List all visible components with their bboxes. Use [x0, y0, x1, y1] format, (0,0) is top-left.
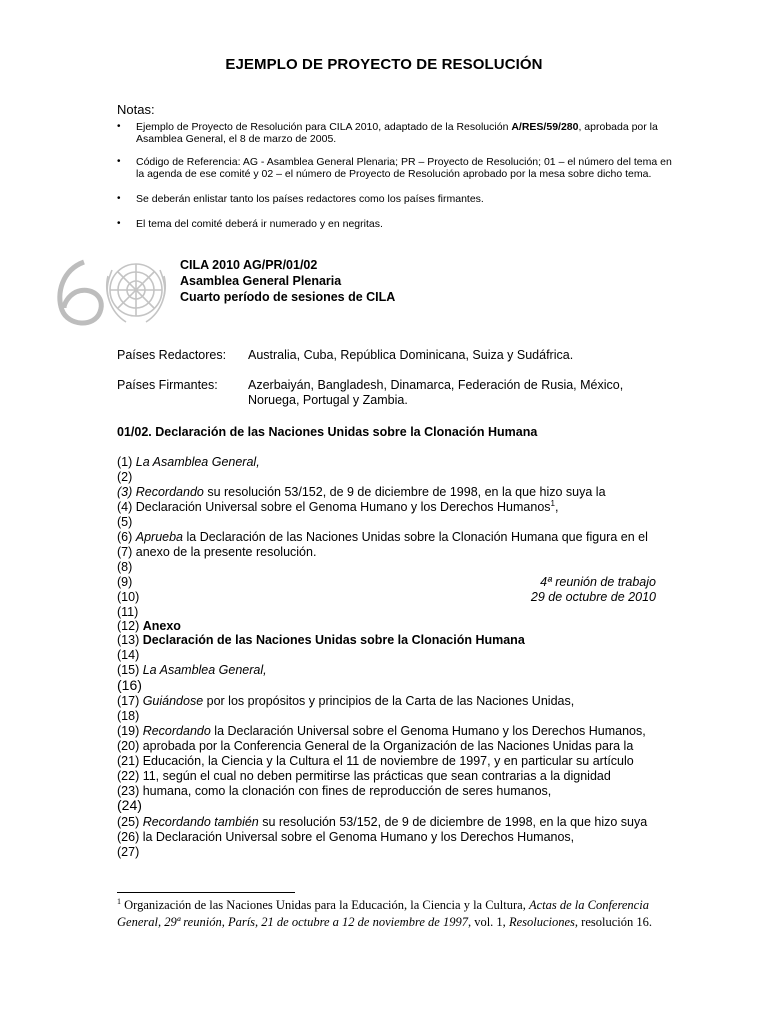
redactores-value: Australia, Cuba, República Dominicana, Suiza y Sudáfrica.	[248, 348, 574, 362]
line-19: (19) Recordando la Declaración Universal sobre el Genoma Humano y los Derechos Humanos,	[117, 724, 646, 738]
line-21: (21) Educación, la Ciencia y la Cultura el 11 de noviembre de 1997, y en particular su artículo	[117, 754, 634, 768]
line-18: (18)	[117, 709, 140, 723]
line-27: (27)	[117, 845, 140, 859]
line-1: (1) La Asamblea General,	[117, 455, 260, 469]
line-4: (4) Declaración Universal sobre el Genoma Humano y los Derechos Humanos$^1$,	[117, 498, 559, 514]
meeting-number: 4ª reunión de trabajo	[540, 575, 656, 589]
line-23: (23) humana, como la clonación con fines de reproducción de seres humanos,	[117, 784, 552, 798]
line-11: (11)	[117, 605, 139, 619]
line-2: (2)	[117, 470, 133, 484]
line-7: (7) anexo de la presente resolución.	[117, 545, 317, 559]
document-title: EJEMPLO DE PROYECTO DE RESOLUCIÓN	[225, 56, 543, 73]
notes-label: Notas:	[117, 102, 155, 117]
line-25: (25) Recordando también su resolución 53/152, de 9 de diciembre de 1998, en la que hizo suya	[117, 815, 648, 829]
line-16: (16)	[117, 677, 142, 693]
doc-session: Cuarto período de sesiones de CILA	[180, 290, 396, 304]
meeting-date: 29 de octubre de 2010	[530, 590, 656, 604]
line-10: (10)	[117, 590, 140, 604]
line-15: (15) La Asamblea General,	[117, 663, 267, 677]
line-9: (9)	[117, 575, 133, 589]
line-8: (8)	[117, 560, 133, 574]
line-17: (17) Guiándose por los propósitos y principios de la Carta de las Naciones Unidas,	[117, 694, 575, 708]
un-60-emblem-icon	[50, 252, 168, 332]
line-5: (5)	[117, 515, 133, 529]
doc-body: Asamblea General Plenaria	[180, 274, 342, 288]
line-3: (3) Recordando su resolución 53/152, de 9 de diciembre de 1998, en la que hizo suya la	[117, 485, 606, 499]
redactores-label: Países Redactores:	[117, 348, 227, 362]
footnote-separator	[117, 892, 295, 893]
line-24: (24)	[117, 797, 142, 813]
line-22: (22) 11, según el cual no deben permitirse las prácticas que sean contrarias a la dignidad	[117, 769, 611, 783]
line-13: (13) Declaración de las Naciones Unidas sobre la Clonación Humana	[117, 633, 525, 647]
firmantes-value-2: Noruega, Portugal y Zambia.	[248, 393, 408, 407]
line-14: (14)	[117, 648, 140, 662]
firmantes-label: Países Firmantes:	[117, 378, 218, 392]
line-20: (20) aprobada por la Conferencia General de la Organización de las Naciones Unidas para la	[117, 739, 634, 753]
firmantes-value-1: Azerbaiyán, Bangladesh, Dinamarca, Federación de Rusia, México,	[248, 378, 624, 392]
line-12: (12) Anexo	[117, 619, 181, 633]
doc-code: CILA 2010 AG/PR/01/02	[180, 258, 318, 272]
line-6: (6) Aprueba la Declaración de las Naciones Unidas sobre la Clonación Humana que figura en el	[117, 530, 648, 544]
section-title: 01/02. Declaración de las Naciones Unidas sobre la Clonación Humana	[117, 425, 538, 439]
line-26: (26) la Declaración Universal sobre el Genoma Humano y los Derechos Humanos,	[117, 830, 575, 844]
footnote: $^1$ Organización de las Naciones Unidas para la Educación, la Ciencia y la Cultura, Actas de la Conferencia General, 29ª reunión, París, 21 de octubre a 12 de noviembre de 1997, vol. 1, Resoluciones, resolución 16.	[117, 896, 652, 929]
